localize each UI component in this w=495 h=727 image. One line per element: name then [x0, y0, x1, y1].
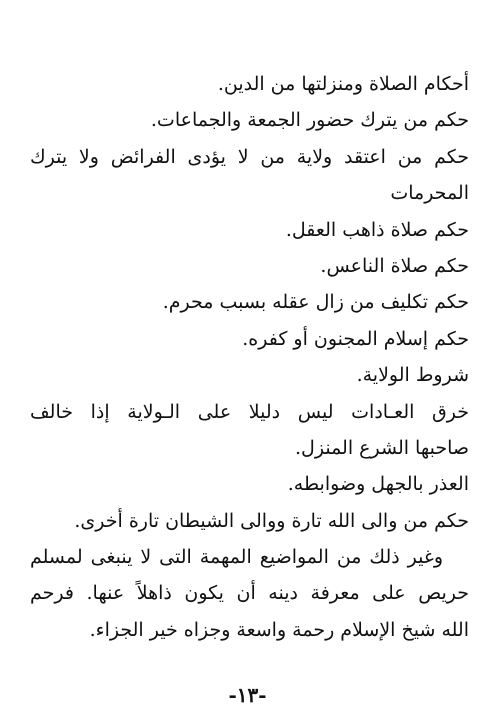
text-line: حكم من يترك حضور الجمعة والجماعات.	[150, 109, 469, 132]
page-number: -١٣-	[228, 683, 267, 707]
text-line: صاحبها الشرع المنزل.	[295, 436, 469, 459]
text-line: حكم من اعتقد ولاية من لا يؤدى الفرائض ولا يترك	[30, 145, 469, 168]
text-line: شروط الولاية.	[356, 364, 469, 387]
text-line: حكم صلاة ذاهب العقل.	[285, 218, 469, 241]
text-line: العذر بالجهل وضوابطه.	[287, 473, 469, 496]
text-line: حريص على معرفة دينه أن يكون ذاهلاً عنها. فرحم	[30, 582, 469, 605]
text-line: حكم تكليف من زال عقله بسبب محرم.	[162, 291, 469, 314]
text-line: وغير ذلك من المواضيع المهمة التى لا ينبغى لمسلم	[30, 546, 443, 569]
text-line: المحرمات	[390, 182, 469, 205]
text-line: أحكام الصلاة ومنزلتها من الدين.	[217, 73, 469, 95]
text-line: الله شيخ الإسلام رحمة واسعة وجزاه خير الجزاء.	[89, 618, 469, 641]
text-line: حكم إسلام المجنون أو كفره.	[242, 327, 469, 350]
text-line: حكم صلاة الناعس.	[320, 254, 469, 277]
text-line: حكم من والى الله تارة ووالى الشيطان تارة أخرى.	[74, 509, 469, 532]
text-line: خرق العـادات ليس دليلا على الـولاية إذا خالف	[30, 400, 469, 423]
page-body-text	[30, 66, 469, 648]
